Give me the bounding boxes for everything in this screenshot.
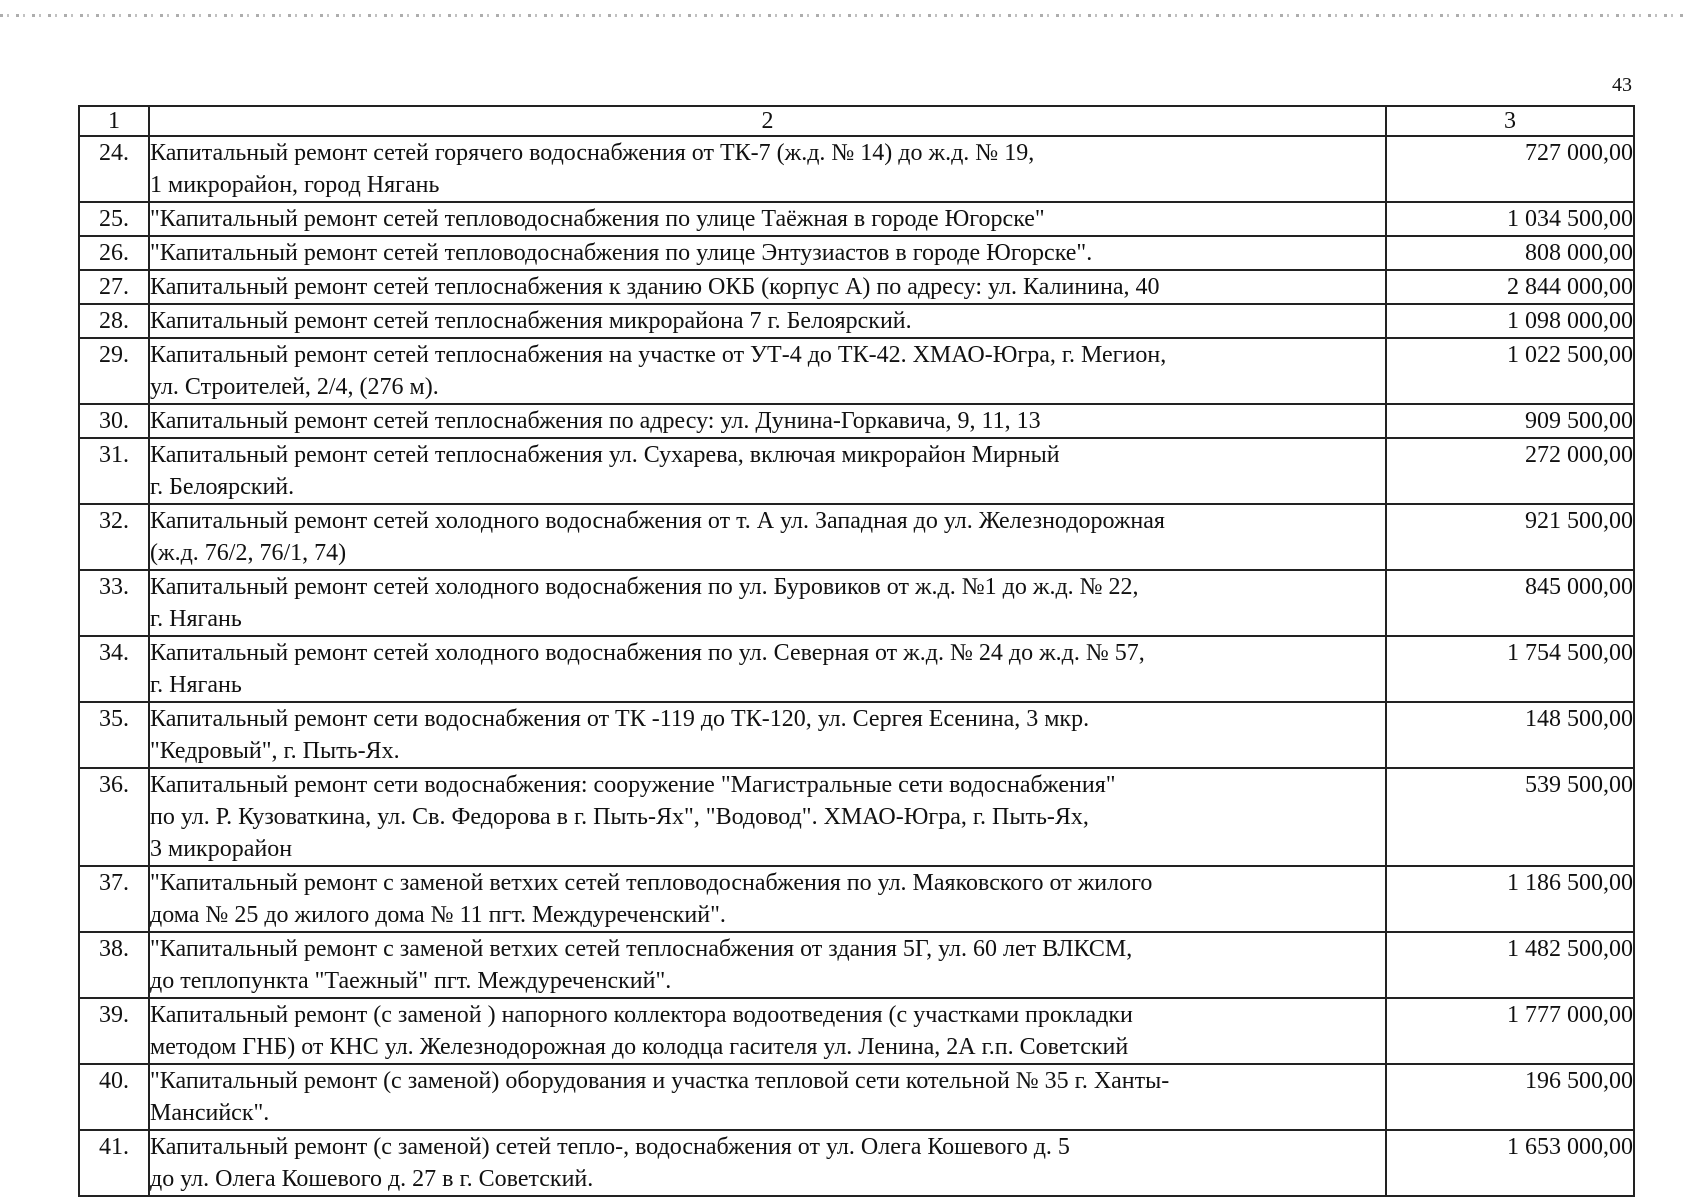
description-line: Капитальный ремонт сетей холодного водоснабжения по ул. Северная от ж.д. № 24 до ж.д. № 57,	[150, 640, 1145, 666]
row-number: 32.	[79, 504, 149, 570]
table-row	[79, 304, 1634, 338]
row-number: 29.	[79, 338, 149, 404]
row-number: 34.	[79, 636, 149, 702]
row-description	[149, 236, 1386, 270]
description-line: "Капитальный ремонт сетей тепловодоснабжения по улице Таёжная в городе Югорске"	[150, 206, 1045, 232]
description-line: г. Белоярский.	[150, 474, 295, 500]
column-header-3: 3	[1386, 106, 1634, 136]
row-number: 33.	[79, 570, 149, 636]
row-description	[149, 1064, 1386, 1130]
row-amount: 727 000,00	[1386, 136, 1634, 202]
table-row	[79, 768, 1634, 866]
description-line: Капитальный ремонт сетей теплоснабжения микрорайона 7 г. Белоярский.	[150, 308, 912, 334]
description-line: Капитальный ремонт (с заменой ) напорного коллектора водоотведения (с участками прокладки	[150, 1002, 1133, 1028]
description-line: г. Нягань	[150, 672, 242, 698]
table-row	[79, 338, 1634, 404]
table-row	[79, 236, 1634, 270]
row-number: 24.	[79, 136, 149, 202]
row-number: 35.	[79, 702, 149, 768]
row-amount: 1 482 500,00	[1386, 932, 1634, 998]
row-amount: 196 500,00	[1386, 1064, 1634, 1130]
description-line: дома № 25 до жилого дома № 11 пгт. Междуреченский".	[150, 902, 726, 928]
row-number: 31.	[79, 438, 149, 504]
row-amount: 909 500,00	[1386, 404, 1634, 438]
description-line: Капитальный ремонт сетей теплоснабжения к зданию ОКБ (корпус А) по адресу: ул. Калинина, 40	[150, 274, 1160, 300]
row-number: 37.	[79, 866, 149, 932]
row-amount: 539 500,00	[1386, 768, 1634, 866]
row-amount: 1 777 000,00	[1386, 998, 1634, 1064]
description-line: Капитальный ремонт сети водоснабжения от ТК -119 до ТК-120, ул. Сергея Есенина, 3 мкр.	[150, 706, 1090, 732]
table-row	[79, 702, 1634, 768]
description-line: 3 микрорайон	[150, 836, 293, 862]
row-amount: 1 022 500,00	[1386, 338, 1634, 404]
budget-table	[78, 105, 1635, 1197]
description-line: ул. Строителей, 2/4, (276 м).	[150, 374, 439, 400]
description-line: Капитальный ремонт сетей теплоснабжения ул. Сухарева, включая микрорайон Мирный	[150, 442, 1060, 468]
row-number: 40.	[79, 1064, 149, 1130]
description-line: "Капитальный ремонт сетей тепловодоснабжения по улице Энтузиастов в городе Югорске".	[150, 240, 1093, 266]
row-amount: 1 186 500,00	[1386, 866, 1634, 932]
table-row	[79, 636, 1634, 702]
row-description	[149, 404, 1386, 438]
row-amount: 272 000,00	[1386, 438, 1634, 504]
row-description	[149, 438, 1386, 504]
table-row	[79, 1130, 1634, 1196]
table-row	[79, 570, 1634, 636]
row-description	[149, 304, 1386, 338]
description-line: Капитальный ремонт (с заменой) сетей тепло-, водоснабжения от ул. Олега Кошевого д. 5	[150, 1134, 1070, 1160]
description-line: "Кедровый", г. Пыть-Ях.	[150, 738, 400, 764]
row-description	[149, 636, 1386, 702]
row-description	[149, 136, 1386, 202]
row-description	[149, 202, 1386, 236]
row-amount: 148 500,00	[1386, 702, 1634, 768]
table-row	[79, 136, 1634, 202]
row-description	[149, 702, 1386, 768]
description-line: Капитальный ремонт сети водоснабжения: сооружение "Магистральные сети водоснабжения"	[150, 772, 1116, 798]
row-number: 41.	[79, 1130, 149, 1196]
row-amount: 808 000,00	[1386, 236, 1634, 270]
row-amount: 1 098 000,00	[1386, 304, 1634, 338]
row-number: 26.	[79, 236, 149, 270]
row-amount: 921 500,00	[1386, 504, 1634, 570]
description-line: "Капитальный ремонт с заменой ветхих сетей теплоснабжения от здания 5Г, ул. 60 лет ВЛКСМ,	[150, 936, 1133, 962]
row-description	[149, 570, 1386, 636]
row-description	[149, 998, 1386, 1064]
description-line: Капитальный ремонт сетей холодного водоснабжения от т. А ул. Западная до ул. Железнодорожная	[150, 508, 1165, 534]
table-header-row	[79, 106, 1634, 136]
description-line: 1 микрорайон, город Нягань	[150, 172, 440, 198]
description-line: Капитальный ремонт сетей холодного водоснабжения по ул. Буровиков от ж.д. №1 до ж.д. № 22,	[150, 574, 1139, 600]
description-line: до теплопункта "Таежный" пгт. Междуреченский".	[150, 968, 672, 994]
row-description	[149, 1130, 1386, 1196]
description-line: Мансийск".	[150, 1100, 270, 1126]
row-amount: 2 844 000,00	[1386, 270, 1634, 304]
scan-edge-artifact	[0, 14, 1683, 17]
page-number: 43	[1612, 74, 1632, 96]
row-amount: 1 034 500,00	[1386, 202, 1634, 236]
row-description	[149, 270, 1386, 304]
table-row	[79, 998, 1634, 1064]
description-line: методом ГНБ) от КНС ул. Железнодорожная до колодца гасителя ул. Ленина, 2А г.п. Советский	[150, 1034, 1129, 1060]
row-amount: 845 000,00	[1386, 570, 1634, 636]
row-number: 36.	[79, 768, 149, 866]
column-header-1: 1	[79, 106, 149, 136]
row-number: 39.	[79, 998, 149, 1064]
description-line: Капитальный ремонт сетей теплоснабжения на участке от УТ-4 до ТК-42. ХМАО-Югра, г. Мегион,	[150, 342, 1167, 368]
table-row	[79, 270, 1634, 304]
row-description	[149, 504, 1386, 570]
table-row	[79, 404, 1634, 438]
row-description	[149, 932, 1386, 998]
description-line: г. Нягань	[150, 606, 242, 632]
table-row	[79, 202, 1634, 236]
description-line: до ул. Олега Кошевого д. 27 в г. Советский.	[150, 1166, 594, 1192]
row-number: 25.	[79, 202, 149, 236]
description-line: "Капитальный ремонт с заменой ветхих сетей тепловодоснабжения по ул. Маяковского от жилого	[150, 870, 1153, 896]
row-number: 28.	[79, 304, 149, 338]
table-row	[79, 866, 1634, 932]
row-description	[149, 768, 1386, 866]
row-description	[149, 338, 1386, 404]
row-amount: 1 653 000,00	[1386, 1130, 1634, 1196]
row-amount: 1 754 500,00	[1386, 636, 1634, 702]
description-line: (ж.д. 76/2, 76/1, 74)	[150, 540, 347, 566]
table-row	[79, 438, 1634, 504]
table-row	[79, 1064, 1634, 1130]
row-description	[149, 866, 1386, 932]
row-number: 27.	[79, 270, 149, 304]
description-line: Капитальный ремонт сетей горячего водоснабжения от ТК-7 (ж.д. № 14) до ж.д. № 19,	[150, 140, 1035, 166]
table-row	[79, 932, 1634, 998]
table-row	[79, 504, 1634, 570]
row-number: 38.	[79, 932, 149, 998]
description-line: "Капитальный ремонт (с заменой) оборудования и участка тепловой сети котельной № 35 г. Ханты-	[150, 1068, 1170, 1094]
column-header-2: 2	[149, 106, 1386, 136]
description-line: по ул. Р. Кузоваткина, ул. Св. Федорова в г. Пыть-Ях", "Водовод". ХМАО-Югра, г. Пыть-Ях,	[150, 804, 1089, 830]
row-number: 30.	[79, 404, 149, 438]
description-line: Капитальный ремонт сетей теплоснабжения по адресу: ул. Дунина-Горкавича, 9, 11, 13	[150, 408, 1041, 434]
